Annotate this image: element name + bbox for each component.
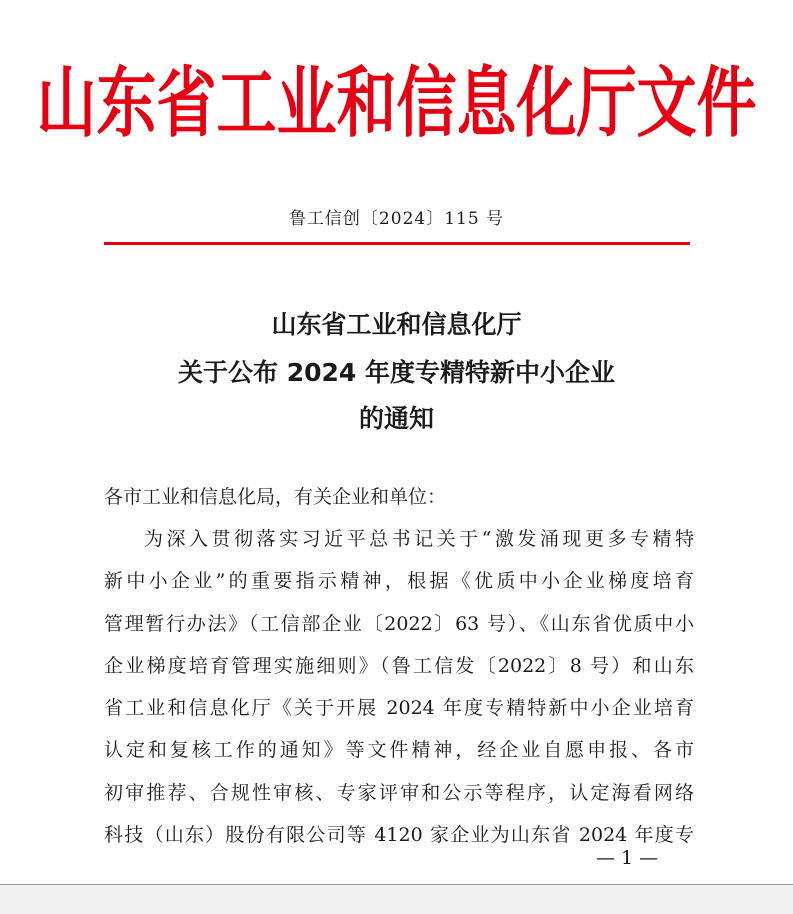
document-title-line-2: 关于公布 2024 年度专精特新中小企业	[178, 358, 615, 387]
body-line: 新中小企业”的重要指示精神，根据《优质中小企业梯度培育	[104, 570, 694, 593]
salutation: 各市工业和信息化局，有关企业和单位：	[104, 486, 447, 508]
body-line: 省工业和信息化厅《关于开展 2024 年度专精特新中小企业培育	[104, 697, 694, 720]
document-number: 鲁工信创〔2024〕115 号	[288, 209, 505, 229]
body-line: 初审推荐、合规性审核、专家评审和公示等程序，认定海看网络	[104, 781, 694, 804]
body-line: 管理暂行办法》（工信部企业〔2022〕63 号）、《山东省优质中小	[104, 612, 694, 635]
body-line: 科技（山东）股份有限公司等 4120 家企业为山东省 2024 年度专	[104, 824, 694, 847]
page-number: — 1 —	[596, 847, 659, 869]
document-masthead: 山东省工业和信息化厅文件	[36, 59, 757, 149]
masthead-red-rule	[104, 242, 690, 245]
document-title-line-1: 山东省工业和信息化厅	[271, 310, 522, 339]
body-line: 企业梯度培育管理实施细则》（鲁工信发〔2022〕8 号）和山东	[104, 654, 694, 677]
document-title-line-3: 的通知	[358, 404, 434, 433]
body-line: 认定和复核工作的通知》等文件精神，经企业自愿申报、各市	[104, 739, 694, 762]
body-line: 为深入贯彻落实习近平总书记关于“激发涌现更多专精特	[144, 528, 694, 550]
viewer-background	[0, 885, 793, 914]
body-paragraph	[104, 524, 694, 862]
